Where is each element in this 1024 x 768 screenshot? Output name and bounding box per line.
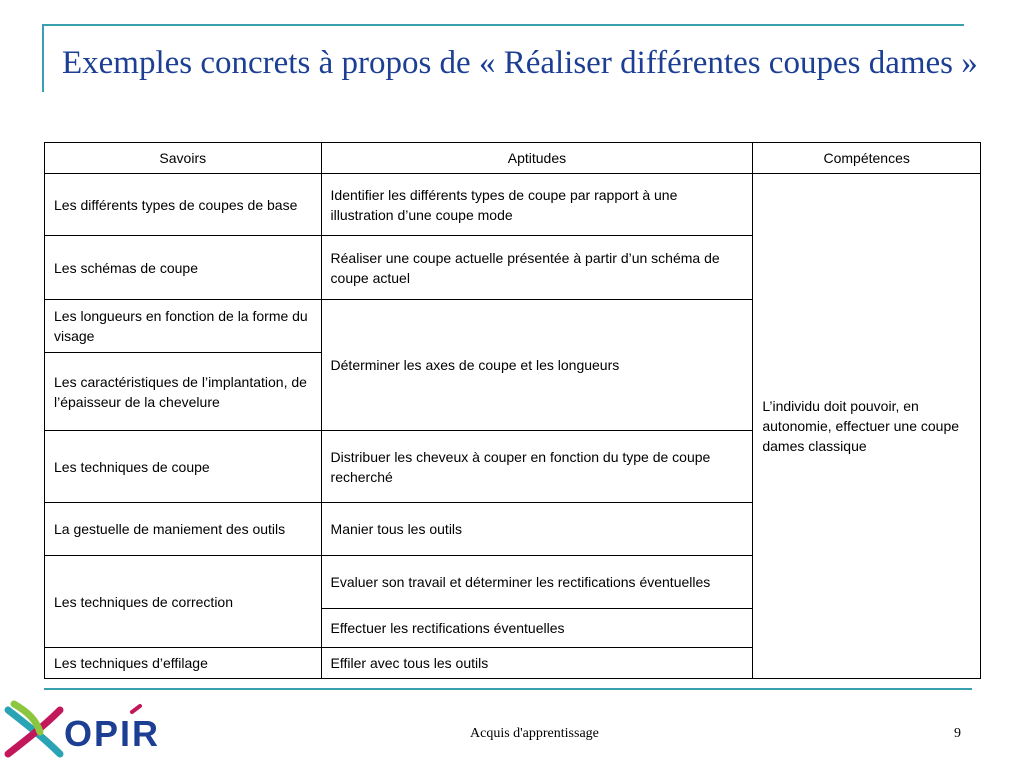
aptitude-cell: Manier tous les outils: [321, 503, 753, 556]
savoir-cell: Les techniques de coupe: [45, 431, 322, 503]
header-competences: Compétences: [753, 143, 981, 174]
table-header-row: [45, 143, 981, 174]
header-aptitudes: Aptitudes: [321, 143, 753, 174]
savoir-cell: Les différents types de coupes de base: [45, 174, 322, 236]
table-row: [45, 174, 981, 236]
top-accent-line: [42, 24, 964, 26]
header-savoirs: Savoirs: [45, 143, 322, 174]
footer-accent-line: [44, 688, 972, 690]
page-number: 9: [954, 726, 961, 741]
savoir-cell: Les techniques de correction: [45, 556, 322, 648]
savoir-cell: Les techniques d’effilage: [45, 648, 322, 679]
aptitude-cell: Effectuer les rectifications éventuelles: [321, 609, 753, 648]
savoir-cell: La gestuelle de maniement des outils: [45, 503, 322, 556]
aptitude-cell: Distribuer les cheveux à couper en fonction du type de coupe recherché: [321, 431, 753, 503]
left-accent-line: [42, 26, 44, 92]
logo-text: OPIR: [64, 713, 161, 754]
opir-logo: [0, 694, 175, 768]
competence-cell: L’individu doit pouvoir, en autonomie, effectuer une coupe dames classique: [753, 174, 981, 679]
aptitude-cell: Réaliser une coupe actuelle présentée à partir d’un schéma de coupe actuel: [321, 236, 753, 300]
savoir-cell: Les caractéristiques de l’implantation, de l’épaisseur de la chevelure: [45, 353, 322, 431]
savoir-cell: Les longueurs en fonction de la forme du visage: [45, 300, 322, 353]
aptitude-cell: Déterminer les axes de coupe et les longueurs: [321, 300, 753, 431]
aptitude-cell: Identifier les différents types de coupe par rapport à une illustration d’une coupe mode: [321, 174, 753, 236]
competency-table: [44, 142, 981, 679]
aptitude-cell: Evaluer son travail et déterminer les rectifications éventuelles: [321, 556, 753, 609]
slide-title: Exemples concrets à propos de « Réaliser différentes coupes dames »: [62, 45, 978, 81]
logo-accent-mark: [132, 706, 140, 712]
aptitude-cell: Effiler avec tous les outils: [321, 648, 753, 679]
footer-title: Acquis d'apprentissage: [470, 726, 599, 741]
savoir-cell: Les schémas de coupe: [45, 236, 322, 300]
